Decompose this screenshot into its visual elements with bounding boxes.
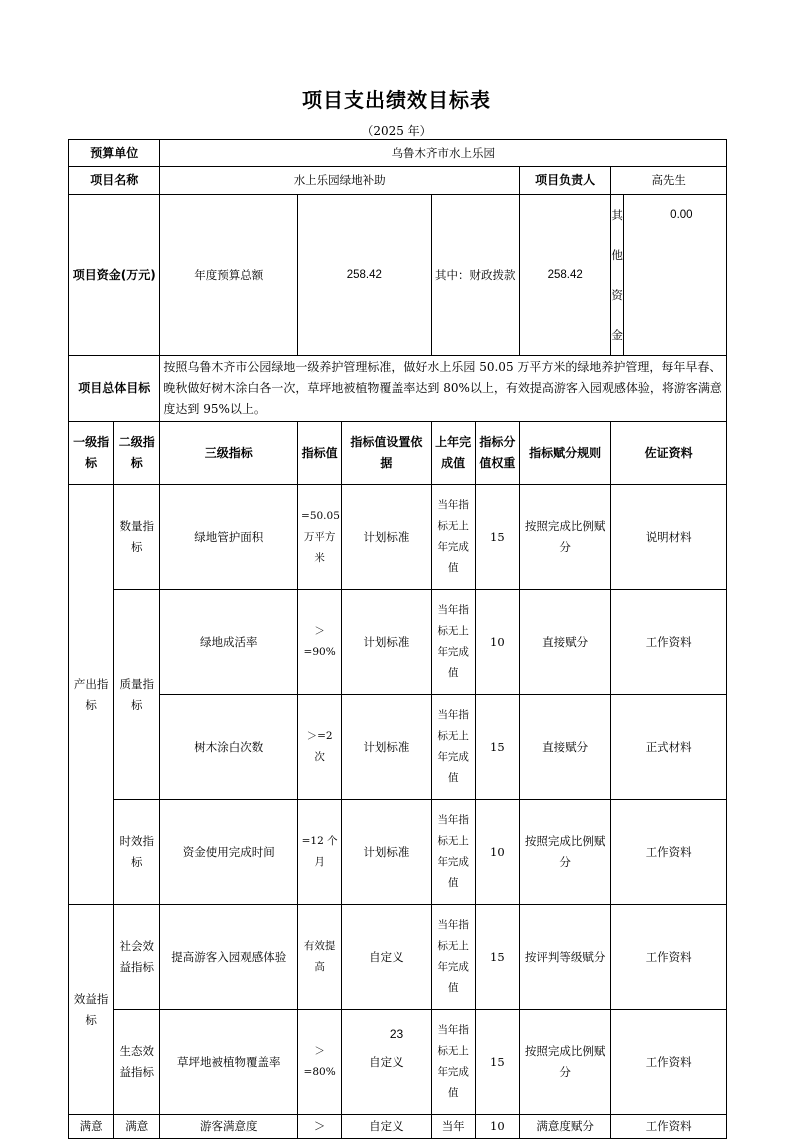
header-row xyxy=(69,422,727,485)
row-last-year: 当年指标无上年完成值 xyxy=(431,800,475,905)
budget-unit-label: 预算单位 xyxy=(69,140,160,167)
budget-unit-value: 乌鲁木齐市水上乐园 xyxy=(160,140,727,167)
goal-text: 按照乌鲁木齐市公园绿地一级养护管理标准，做好水上乐园 50.05 万平方米的绿地养护管理，每年早春、晚秋做好树木涂白各一次，草坪地被植物覆盖率达到 80%以上，有效提高游客入园观感体验，将游客满意度达到 95%以上。 xyxy=(160,356,727,422)
row-weight: 15 xyxy=(475,695,519,800)
goal-row xyxy=(69,356,727,422)
header-level3: 三级指标 xyxy=(160,422,298,485)
fiscal-label: 其中：财政拨款 xyxy=(431,195,519,356)
header-weight: 指标分值权重 xyxy=(475,422,519,485)
year-label: （2025 年） xyxy=(361,124,432,138)
row-weight: 15 xyxy=(475,1010,519,1115)
row-rule: 满意度赋分 xyxy=(519,1115,610,1139)
header-level1: 一级指标 xyxy=(69,422,114,485)
row-weight: 15 xyxy=(475,905,519,1010)
row-basis: 计划标准 xyxy=(342,485,431,590)
header-last-year: 上年完成值 xyxy=(431,422,475,485)
group-satisfaction: 满意 xyxy=(69,1115,114,1139)
row-rule: 按照完成比例赋分 xyxy=(519,485,610,590)
page-title: 项目支出绩效目标表 xyxy=(302,88,491,112)
header-basis: 指标值设置依据 xyxy=(342,422,431,485)
row-value: ＞=80% xyxy=(298,1010,342,1115)
funds-label: 项目资金(万元) xyxy=(69,195,160,356)
row-rule: 按评判等级赋分 xyxy=(519,905,610,1010)
row-evidence: 工作资料 xyxy=(611,1010,727,1115)
table-row xyxy=(69,590,727,695)
header-value: 指标值 xyxy=(298,422,342,485)
row-last-year: 当年 xyxy=(431,1115,475,1139)
row-evidence: 工作资料 xyxy=(611,1115,727,1139)
responsible-value: 高先生 xyxy=(611,167,727,195)
responsible-label: 项目负责人 xyxy=(519,167,610,195)
funds-row xyxy=(69,195,727,356)
row-value: =12 个月 xyxy=(298,800,342,905)
row-value: ＞=2 次 xyxy=(298,695,342,800)
project-name-row xyxy=(69,167,727,195)
row-basis: 自定义 xyxy=(342,1010,431,1115)
other-funds-label: 其他资金 xyxy=(611,208,623,342)
table-row xyxy=(69,905,727,1010)
row-level2: 时效指标 xyxy=(114,800,160,905)
row-basis: 自定义 xyxy=(342,905,431,1010)
row-value: 有效提高 xyxy=(298,905,342,1010)
row-level3: 树木涂白次数 xyxy=(160,695,298,800)
header-evidence: 佐证资料 xyxy=(611,422,727,485)
group-output: 产出指标 xyxy=(69,485,114,905)
annual-budget-label: 年度预算总额 xyxy=(160,195,298,356)
table-row xyxy=(69,1010,727,1115)
table-row xyxy=(69,1115,727,1139)
row-basis: 自定义 xyxy=(342,1115,431,1139)
other-funds-cell xyxy=(611,195,727,356)
row-rule: 按照完成比例赋分 xyxy=(519,1010,610,1115)
row-basis: 计划标准 xyxy=(342,695,431,800)
row-level2: 生态效益指标 xyxy=(114,1010,160,1115)
row-value: =50.05 万平方米 xyxy=(298,485,342,590)
header-rule: 指标赋分规则 xyxy=(519,422,610,485)
row-level3: 绿地成活率 xyxy=(160,590,298,695)
row-level3: 草坪地被植物覆盖率 xyxy=(160,1010,298,1115)
row-weight: 10 xyxy=(475,590,519,695)
row-evidence: 工作资料 xyxy=(611,905,727,1010)
row-rule: 按照完成比例赋分 xyxy=(519,800,610,905)
row-level2: 质量指标 xyxy=(114,590,160,800)
row-last-year: 当年指标无上年完成值 xyxy=(431,590,475,695)
performance-target-table xyxy=(68,139,727,1139)
row-level2: 社会效益指标 xyxy=(114,905,160,1010)
row-weight: 10 xyxy=(475,800,519,905)
row-basis: 计划标准 xyxy=(342,800,431,905)
header-level2: 二级指标 xyxy=(114,422,160,485)
budget-unit-row xyxy=(69,140,727,167)
row-last-year: 当年指标无上年完成值 xyxy=(431,695,475,800)
table-row xyxy=(69,800,727,905)
row-value: ＞=90% xyxy=(298,590,342,695)
row-weight: 10 xyxy=(475,1115,519,1139)
row-level3: 绿地管护面积 xyxy=(160,485,298,590)
page-number: 23 xyxy=(389,1027,404,1041)
row-last-year: 当年指标无上年完成值 xyxy=(431,1010,475,1115)
row-level3: 资金使用完成时间 xyxy=(160,800,298,905)
row-level3: 提高游客入园观感体验 xyxy=(160,905,298,1010)
row-evidence: 工作资料 xyxy=(611,590,727,695)
other-funds-value: 0.00 xyxy=(623,195,739,355)
row-last-year: 当年指标无上年完成值 xyxy=(431,905,475,1010)
table-row xyxy=(69,485,727,590)
row-last-year: 当年指标无上年完成值 xyxy=(431,485,475,590)
table-row xyxy=(69,695,727,800)
fiscal-value: 258.42 xyxy=(519,195,610,356)
group-effect: 效益指标 xyxy=(69,905,114,1115)
row-evidence: 工作资料 xyxy=(611,800,727,905)
row-evidence: 说明材料 xyxy=(611,485,727,590)
row-rule: 直接赋分 xyxy=(519,590,610,695)
row-level2: 数量指标 xyxy=(114,485,160,590)
project-name-value: 水上乐园绿地补助 xyxy=(160,167,520,195)
row-basis: 计划标准 xyxy=(342,590,431,695)
annual-budget-value: 258.42 xyxy=(298,195,432,356)
goal-label: 项目总体目标 xyxy=(69,356,160,422)
row-rule: 直接赋分 xyxy=(519,695,610,800)
row-level2: 满意 xyxy=(114,1115,160,1139)
row-value: ＞ xyxy=(298,1115,342,1139)
row-level3: 游客满意度 xyxy=(160,1115,298,1139)
row-evidence: 正式材料 xyxy=(611,695,727,800)
project-name-label: 项目名称 xyxy=(69,167,160,195)
row-weight: 15 xyxy=(475,485,519,590)
